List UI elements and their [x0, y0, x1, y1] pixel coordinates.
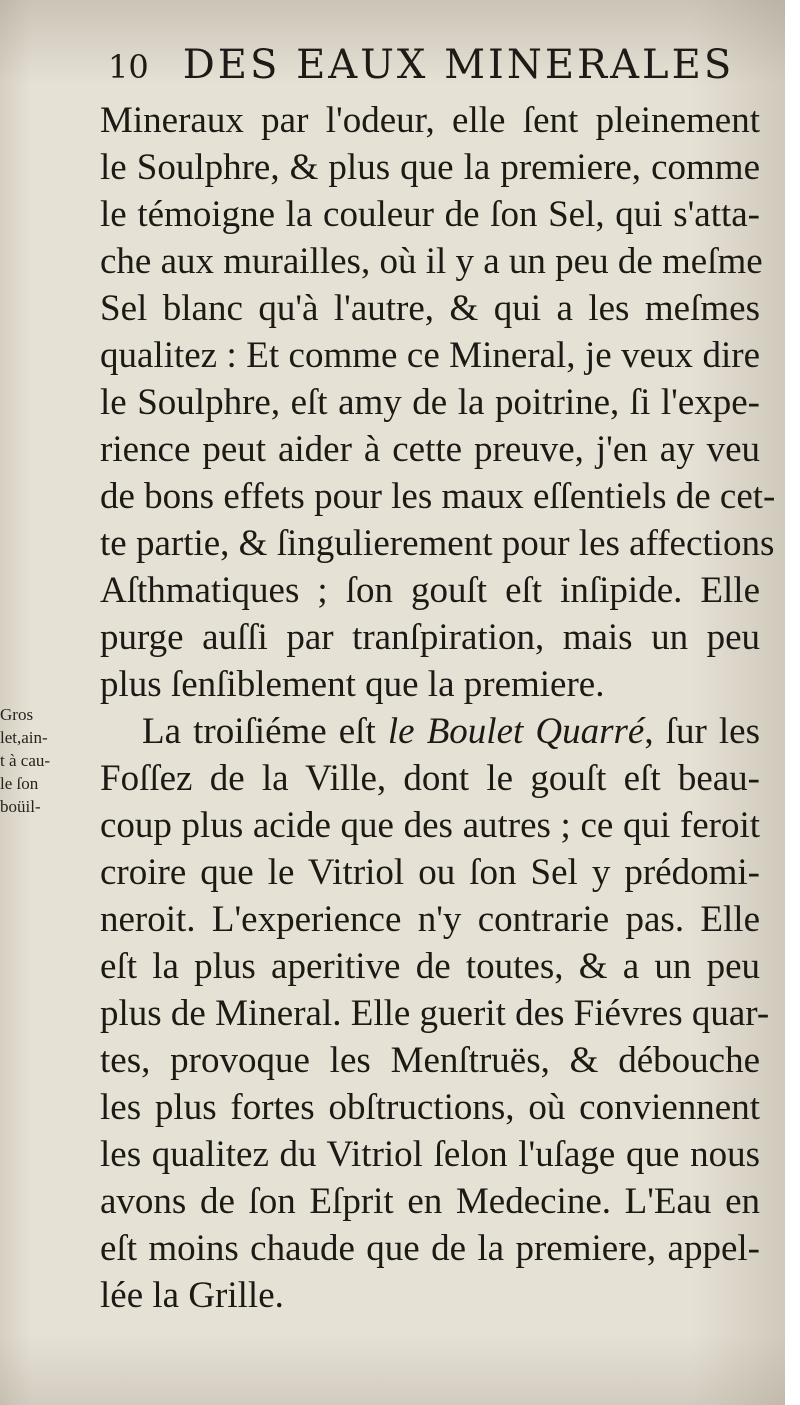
text-run: La troiſiéme eſt [142, 711, 388, 752]
text-line: de bons effets pour les maux eſſentiels de cet- [100, 476, 776, 517]
text-line: te partie, & ſingulierement pour les affections [100, 523, 775, 564]
margin-note [0, 703, 90, 818]
text-line-first [142, 708, 760, 755]
text-line: Foſſez de la Ville, dont le gouſt eſt beau- [100, 758, 760, 799]
text-line: che aux murailles, où il y a un peu de meſme [100, 241, 763, 282]
text-line: eſt la plus aperitive de toutes, & a un peu [100, 946, 760, 987]
margin-note-line: t à cau- [0, 751, 51, 770]
text-line: Mineraux par l'odeur, elle ſent pleinement [100, 100, 760, 141]
text-line: neroit. L'experience n'y contrarie pas. Elle [100, 899, 760, 940]
text-line: les qualitez du Vitriol ſelon l'uſage que nous [100, 1134, 760, 1175]
margin-note-line: Gros [0, 705, 34, 724]
text-line: les plus fortes obſtructions, où conviennent [100, 1087, 760, 1128]
text-line: plus de Mineral. Elle guerit des Fiévres quar- [100, 993, 770, 1034]
margin-note-line: le ſon [0, 774, 39, 793]
text-line: croire que le Vitriol ou ſon Sel y prédomi- [100, 852, 760, 893]
text-line: le témoigne la couleur de ſon Sel, qui s'atta- [100, 194, 760, 235]
text-run: , ſur les [644, 711, 760, 752]
text-line: coup plus acide que des autres ; ce qui feroit [100, 805, 760, 846]
text-line: Aſthmatiques ; ſon gouſt eſt inſipide. Elle [100, 570, 760, 611]
text-line: qualitez : Et comme ce Mineral, je veux dire [100, 335, 760, 376]
text-line: tes, provoque les Menſtruës, & débouche [100, 1040, 760, 1081]
text-line: rience peut aider à cette preuve, j'en ay veu [100, 429, 760, 470]
text-line: Sel blanc qu'à l'autre, & qui a les meſmes [100, 288, 760, 329]
text-line: le Soulphre, eſt amy de la poitrine, ſi l'expe- [100, 382, 760, 423]
text-line: le Soulphre, & plus que la premiere, comme [100, 147, 760, 188]
place-name-italic: le Boulet Quarré [387, 711, 645, 752]
page-header [108, 42, 734, 92]
running-head: DES EAUX MINERALES [182, 42, 735, 88]
margin-note-line: boüil- [0, 797, 41, 816]
text-line: avons de ſon Eſprit en Medecine. L'Eau en [100, 1181, 760, 1222]
text-line: purge auſſi par tranſpiration, mais un peu [100, 617, 760, 658]
margin-note-line: let,ain- [0, 728, 48, 747]
text-line: eſt moins chaude que de la premiere, appel- [100, 1228, 760, 1269]
page-number: 10 [108, 48, 149, 86]
text-line: lée la Grille. [100, 1275, 284, 1316]
text-line: plus ſenſiblement que la premiere. [100, 664, 605, 705]
